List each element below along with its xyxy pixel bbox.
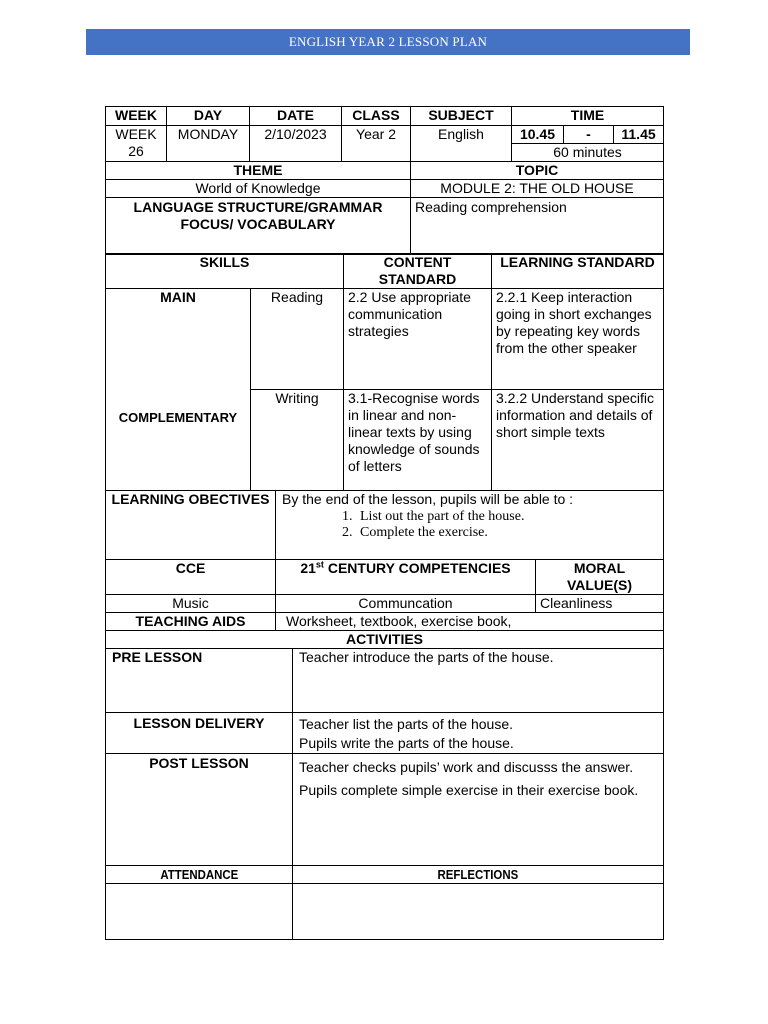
time-header: TIME [512,107,664,126]
day-value: MONDAY [167,126,250,162]
cce-value: Music [106,595,276,613]
date-header: DATE [250,107,342,126]
time-end: 11.45 [614,126,664,144]
day-header: DAY [167,107,250,126]
lesson-delivery-label: LESSON DELIVERY [106,713,293,754]
language-focus-label: LANGUAGE STRUCTURE/GRAMMAR FOCUS/ VOCABULARY [106,198,411,255]
complementary-skill: Writing [251,390,344,491]
time-separator: - [564,126,614,144]
topic-label: TOPIC [411,162,664,180]
main-complementary-cell [106,289,251,491]
skills-table [105,253,664,491]
document-title-banner: ENGLISH YEAR 2 LESSON PLAN [86,29,690,55]
main-learning-standard: 2.2.1 Keep interaction going in short exchanges by repeating key words from the other speaker [492,289,664,390]
competencies-label: 21st CENTURY COMPETENCIES [276,560,536,595]
complementary-learning-standard: 3.2.2 Understand specific information and details of short simple texts [492,390,664,491]
post-lesson-line: Teacher checks pupils’ work and discusss the answer. [299,759,634,775]
week-value: WEEK 26 [106,126,167,162]
moral-values-value: Cleanliness [536,595,664,613]
objective-item: 2. Complete the exercise. [356,525,659,541]
teaching-aids-value: Worksheet, textbook, exercise book, [276,613,664,631]
objectives-content [276,491,664,560]
pre-lesson-label: PRE LESSON [106,649,293,713]
post-lesson-label: POST LESSON [106,754,293,866]
theme-value: World of Knowledge [106,180,411,198]
activities-header: ACTIVITIES [106,631,664,649]
main-label: MAIN [160,289,196,305]
lesson-delivery-line: Teacher list the parts of the house. [299,716,514,732]
subject-header: SUBJECT [411,107,512,126]
complementary-label: COMPLEMENTARY [118,410,238,425]
learning-standard-header: LEARNING STANDARD [492,254,664,289]
reflections-header [293,866,664,884]
topic-value: MODULE 2: THE OLD HOUSE [411,180,664,198]
language-focus-value: Reading comprehension [411,198,664,255]
attendance-cell[interactable] [106,884,293,940]
lesson-delivery-line: Pupils write the parts of the house. [299,735,514,751]
reflections-label: REFLECTIONS [437,867,519,882]
objectives-label: LEARNING OBECTIVES [106,491,276,560]
complementary-content-standard: 3.1-Recognise words in linear and non-linear texts by using knowledge of sounds of letters [344,390,492,491]
pre-lesson-text: Teacher introduce the parts of the house. [293,649,664,713]
subject-value: English [411,126,512,162]
competencies-value: Communcation [276,595,536,613]
theme-label: THEME [106,162,411,180]
post-lesson-line: Pupils complete simple exercise in their exercise book. [299,782,639,798]
class-value: Year 2 [342,126,411,162]
post-lesson-text [293,754,664,866]
lesson-activities-table [105,490,664,940]
objective-item: 1. List out the part of the house. [356,509,659,525]
class-header: CLASS [342,107,411,126]
reflections-cell[interactable] [293,884,664,940]
content-standard-header: CONTENT STANDARD [344,254,492,289]
objectives-intro: By the end of the lesson, pupils will be able to : [282,491,574,507]
date-value: 2/10/2023 [250,126,342,162]
main-skill: Reading [251,289,344,390]
attendance-label: ATTENDANCE [160,867,238,882]
time-start: 10.45 [512,126,564,144]
cce-label: CCE [106,560,276,595]
lesson-details-table [105,106,664,255]
skills-header: SKILLS [106,254,344,289]
objectives-list [282,509,659,541]
main-content-standard: 2.2 Use appropriate communication strategies [344,289,492,390]
lesson-delivery-text [293,713,664,754]
attendance-header [106,866,293,884]
teaching-aids-label: TEACHING AIDS [106,613,276,631]
moral-values-label: MORAL VALUE(S) [536,560,664,595]
week-header: WEEK [106,107,167,126]
duration-value: 60 minutes [512,144,664,162]
